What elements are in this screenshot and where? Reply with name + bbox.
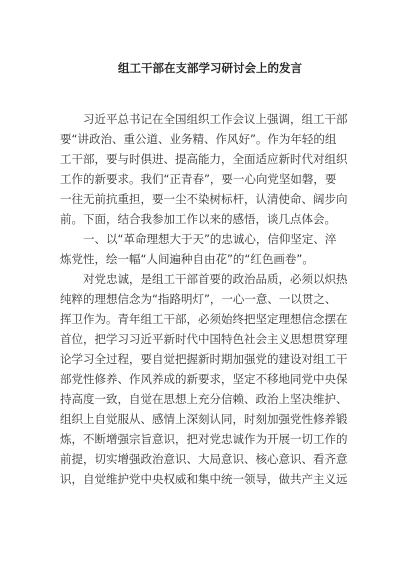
document-title: 组工干部在支部学习研讨会上的发言 [118,61,302,75]
text-line: 首位，把学习习近平新时代中国特色社会主义思想贯穿理 [60,332,348,346]
text-line: 炼党性，绘一幅“人间遍种自由花”的“红色画卷”。 [60,252,314,266]
text-line: 挥卫作为。青年组工干部，必须始终把坚定理想信念摆在 [60,312,348,326]
text-line: 要“讲政治、重公道、业务精、作风好”。作为年轻的组 [60,132,337,146]
text-line: 对党忠诚，是组工干部首要的政治品质，必须以炽热 [83,272,348,286]
text-line: 持高度一致，自觉在思想上充分信赖、政治上坚决维护、 [60,392,348,406]
text-line: 一往无前抗重担，要一尘不染树标杆，认清使命、阔步向 [60,192,348,206]
paragraph-body [60,269,360,489]
text-line: 前。下面，结合我参加工作以来的感悟，谈几点体会。 [60,212,336,226]
text-line: 习近平总书记在全国组织工作会议上强调，组工干部 [83,112,348,126]
text-line: 论学习全过程，要自觉把握新时期加强党的建设对组工干 [60,352,348,366]
paragraph-section-heading [60,229,360,269]
paragraph-intro [60,109,360,229]
text-line: 一、以“革命理想大于天”的忠诚心，信仰坚定、淬 [83,232,337,246]
text-line: 前提，切实增强政治意识、大局意识、核心意识、看齐意 [60,452,348,466]
text-line: 纯粹的理想信念为“指路明灯”，一心一意、一以贯之、 [60,292,337,306]
text-line: 工干部，要与时俱进、提高能力，全面适应新时代对组织 [60,152,348,166]
text-line: 部党性修养、作风养成的新要求，坚定不移地同党中央保 [60,372,348,386]
text-line: 工作的新要求。我们“正青春”，要一心向党坚如磐，要 [60,172,337,186]
text-line: 识，自觉维护党中央权威和集中统一领导，做共产主义远 [60,472,348,486]
text-line: 炼，不断增强宗旨意识，把对党忠诚作为开展一切工作的 [60,432,348,446]
document-page [60,60,360,489]
text-line: 组织上自觉服从、感情上深刻认同，时刻加强党性修养锻 [60,412,348,426]
